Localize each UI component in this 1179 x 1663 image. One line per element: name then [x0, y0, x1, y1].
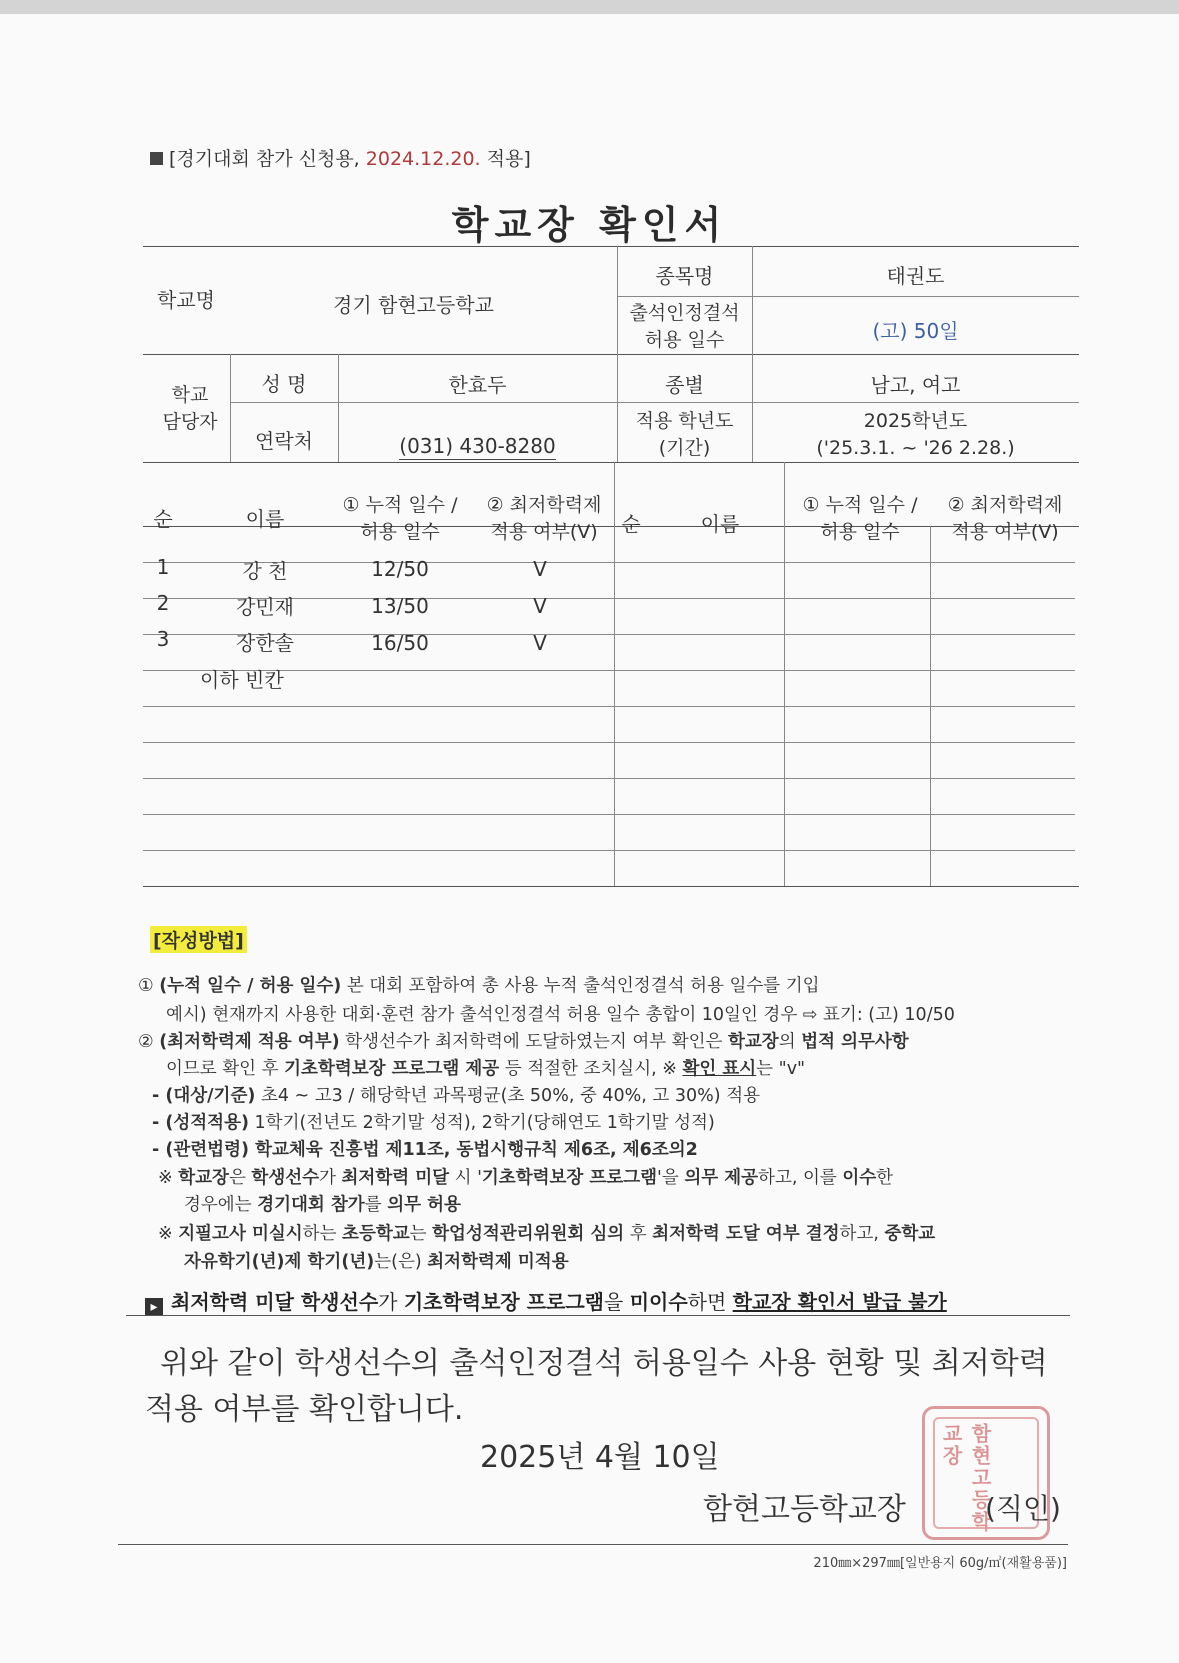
year-value: [752, 408, 1079, 462]
notice-line: [145, 1286, 947, 1316]
table-top-border: [143, 246, 1079, 247]
row-3-min: V: [533, 631, 547, 655]
row-2-days: 13/50: [371, 594, 429, 618]
seal-note: (직인): [985, 1492, 1061, 1525]
category-label: 종별: [665, 373, 704, 397]
guide-line-5: [152, 1082, 760, 1107]
guide-line-10-bold3: 학업성적관리위원회 심의: [432, 1224, 625, 1244]
guide-line-4-b: 등 적절한 조치실시, ※: [499, 1059, 683, 1079]
row-1-no: 1: [156, 555, 170, 579]
guide-line-11-a: 는(은): [374, 1252, 428, 1272]
guide-line-8-bold4: 기초학력보장 프로그램: [481, 1168, 658, 1188]
guide-line-8-bold: 학교장: [178, 1168, 229, 1188]
table-row-line: [143, 778, 1075, 779]
year-label-line2: (기간): [658, 437, 711, 459]
document-page: [0, 14, 1179, 1663]
guide-line-10-bold: 지필고사 미실시: [178, 1224, 303, 1244]
school-value: 경기 함현고등학교: [333, 293, 494, 317]
table-bottom-border: [143, 886, 1079, 887]
guide-line-9: [184, 1191, 461, 1216]
manager-label-line1: 학교: [171, 384, 209, 406]
guide-line-9-b: 를: [364, 1195, 388, 1215]
guide-line-10-e: 하고,: [839, 1224, 885, 1244]
square-bullet-icon: [150, 152, 163, 165]
sport-label: 종목명: [655, 264, 714, 288]
table-col-divider: [614, 462, 615, 886]
col-days-header-right: [790, 492, 930, 546]
col-no-header-right: 순: [621, 512, 641, 536]
guide-line-4: [166, 1055, 805, 1080]
col-min-header-line2: 적용 여부(V): [490, 521, 598, 543]
guide-line-10-b: 하는: [302, 1224, 343, 1244]
form-usage-label: [150, 144, 531, 171]
col-min-header: [474, 492, 614, 546]
row-2-name: 강민재: [236, 595, 294, 619]
contact-label: 연락처: [255, 429, 313, 453]
guide-line-5-text: 초4 ~ 고3 / 해당학년 과목평균(초 50%, 중 40%, 고 30%) 적용: [255, 1086, 760, 1106]
manager-label-line2: 담당자: [162, 411, 218, 433]
guide-line-8-a: ※: [158, 1168, 179, 1188]
row-3-no: 3: [156, 627, 170, 651]
usage-prefix: [경기대회 참가 신청용,: [169, 148, 366, 170]
guide-line-4-bold: 기초학력보장 프로그램 제공: [284, 1059, 500, 1079]
notice-t8: 학교장 확인서 발급 불가: [732, 1290, 947, 1314]
guide-line-4-a: 이므로 확인 후: [166, 1059, 285, 1079]
category-value: 남고, 여고: [870, 373, 961, 397]
row-1-name: 강 천: [242, 559, 288, 583]
guide-line-3-bold3: 법적 의무사항: [801, 1032, 909, 1052]
guide-line-9-bold2: 의무 허용: [387, 1195, 461, 1215]
allowed-days-value: (고) 50일: [872, 319, 959, 343]
table-col-divider: [784, 462, 785, 886]
guide-title: [작성방법]: [150, 926, 247, 953]
guide-line-3-bold2: 학교장: [728, 1032, 779, 1052]
signer-name: 함현고등학교장: [703, 1492, 906, 1527]
notice-divider: [126, 1315, 1070, 1316]
row-1-days: 12/50: [371, 557, 429, 581]
seal-mark: 함현고등학교장: [939, 1423, 992, 1533]
guide-line-10-a: ※: [158, 1224, 179, 1244]
col-min-header-right: [935, 492, 1075, 546]
notice-t6: 미이수: [629, 1290, 688, 1314]
guide-line-10-bold2: 초등학교: [342, 1224, 410, 1244]
guide-number-2: ②: [138, 1032, 154, 1052]
table-row-line: [143, 814, 1075, 815]
row-3-name: 장한솔: [236, 631, 294, 655]
contact-value: [338, 434, 617, 458]
school-label: 학교명: [157, 288, 215, 312]
arrow-box-icon: ▸: [145, 1298, 163, 1316]
row-divider: [617, 296, 1079, 297]
notice-t1: 최저학력 미달: [171, 1290, 301, 1314]
allowed-days-label-line2: 허용 일수: [644, 329, 725, 351]
notice-t5: 을: [604, 1290, 630, 1314]
guide-line-8: [158, 1164, 893, 1189]
guide-line-8-bold2: 학생선수: [251, 1168, 320, 1188]
name-value: 한효두: [448, 373, 507, 397]
col-days-header-line1: ① 누적 일수 /: [342, 494, 458, 516]
year-value-line1: 2025학년도: [863, 410, 968, 432]
guide-line-10: [158, 1220, 935, 1245]
guide-line-10-d: 후: [624, 1224, 653, 1244]
col-min-header-right-line1: ② 최저학력제: [947, 494, 1063, 516]
guide-number-1: ①: [138, 976, 154, 996]
guide-line-1-text: 본 대회 포함하여 총 사용 누적 출석인정결석 허용 일수를 기입: [341, 976, 820, 996]
guide-line-3-text-b: 의: [778, 1032, 802, 1052]
row-divider: [143, 462, 1079, 463]
guide-line-3: [138, 1028, 909, 1053]
declaration-line-2: 적용 여부를 확인합니다.: [145, 1392, 464, 1427]
declaration-date: 2025년 4월 10일: [480, 1440, 720, 1475]
guide-line-11-bold: 자유학기(년)제 학기(년): [184, 1252, 375, 1272]
col-days-header-right-line2: 허용 일수: [820, 521, 900, 543]
guide-line-4-c: 는 "v": [756, 1059, 806, 1079]
manager-label: [150, 382, 230, 436]
table-col-divider: [930, 526, 931, 886]
guide-line-1-bold: (누적 일수 / 허용 일수): [159, 976, 342, 996]
guide-line-7: [152, 1136, 698, 1161]
year-label: [617, 408, 752, 462]
guide-line-4-bold2: 확인 표시: [682, 1059, 757, 1079]
col-days-header: [330, 492, 470, 546]
usage-date: 2024.12.20.: [365, 148, 481, 170]
guide-line-10-c: 는: [409, 1224, 433, 1244]
guide-line-6-bold: - (성적적용): [152, 1113, 249, 1133]
guide-line-8-bold3: 최저학력 미달: [341, 1168, 450, 1188]
table-row-line: [143, 850, 1075, 851]
col-days-header-line2: 허용 일수: [360, 521, 440, 543]
notice-t7: 하면: [687, 1290, 733, 1314]
table-row-line: [143, 706, 1075, 707]
guide-line-6-text: 1학기(전년도 2학기말 성적), 2학기(당해연도 1학기말 성적): [248, 1113, 715, 1133]
guide-line-10-bold5: 중학교: [884, 1224, 936, 1244]
allowed-days-label: [617, 300, 752, 354]
col-days-header-right-line1: ① 누적 일수 /: [802, 494, 918, 516]
col-name-header-right: 이름: [700, 512, 740, 536]
guide-line-9-a: 경우에는: [184, 1195, 258, 1215]
guide-line-8-c: 가: [319, 1168, 342, 1188]
guide-line-3-bold: (최저학력제 적용 여부): [159, 1032, 340, 1052]
row-2-no: 2: [156, 591, 170, 615]
guide-line-11: [184, 1248, 569, 1273]
declaration-line-1: 위와 같이 학생선수의 출석인정결석 허용일수 사용 현황 및 최저학력: [160, 1346, 1048, 1381]
col-min-header-line1: ② 최저학력제: [486, 494, 602, 516]
sport-value: 태권도: [886, 264, 945, 288]
usage-suffix: 적용]: [480, 148, 531, 170]
guide-line-8-bold5: 의무 제공: [684, 1168, 759, 1188]
guide-line-8-g: 한: [876, 1168, 894, 1188]
footer-divider: [118, 1544, 1068, 1545]
name-label: 성 명: [261, 372, 307, 396]
guide-line-5-bold: - (대상/기준): [152, 1086, 256, 1106]
guide-line-2: 예시) 현재까지 사용한 대회·훈련 참가 출석인정결석 허용 일수 총합이 10일인 경우 ⇨ 표기: (고) 10/50: [166, 1005, 955, 1025]
paper-spec: 210㎜×297㎜[일반용지 60g/㎡(재활용품)]: [813, 1556, 1067, 1571]
guide-line-8-f: 하고, 이를: [758, 1168, 843, 1188]
contact-value-text: (031) 430-8280: [399, 434, 556, 458]
row-2-min: V: [533, 594, 547, 618]
document-title: 학교장 확인서: [451, 203, 728, 247]
row-3-days: 16/50: [371, 631, 429, 655]
table-row-line: [143, 742, 1075, 743]
guide-line-8-d: 시 ': [449, 1168, 482, 1188]
guide-line-10-bold4: 최저학력 도달 여부 결정: [652, 1224, 840, 1244]
guide-line-11-bold2: 최저학력제 미적용: [427, 1252, 569, 1272]
year-value-line2: ('25.3.1. ~ '26 2.28.): [816, 437, 1015, 459]
guide-line-8-b: 은: [228, 1168, 252, 1188]
year-label-line1: 적용 학년도: [635, 410, 734, 432]
guide-line-9-bold: 경기대회 참가: [257, 1195, 365, 1215]
row-divider: [230, 402, 1079, 403]
guide-line-1: [138, 972, 820, 997]
blank-note: 이하 빈칸: [200, 668, 284, 692]
row-divider: [143, 354, 1079, 355]
col-name-header: 이름: [245, 507, 285, 531]
notice-t3: 가: [378, 1290, 404, 1314]
guide-line-8-bold6: 이수: [842, 1168, 877, 1188]
notice-t4: 기초학력보장 프로그램: [403, 1290, 604, 1314]
guide-line-7-bold: - (관련법령) 학교체육 진흥법 제11조, 동법시행규칙 제6조, 제6조의2: [152, 1140, 698, 1160]
col-no-header: 순: [153, 507, 173, 531]
guide-line-6: [152, 1109, 715, 1134]
col-min-header-right-line2: 적용 여부(V): [951, 521, 1059, 543]
allowed-days-label-line1: 출석인정결석: [629, 302, 740, 324]
row-1-min: V: [533, 557, 547, 581]
guide-line-8-e: '을: [657, 1168, 685, 1188]
notice-t2: 학생선수: [300, 1290, 379, 1314]
guide-line-3-text-a: 학생선수가 최저학력에 도달하였는지 여부 확인은: [339, 1032, 728, 1052]
